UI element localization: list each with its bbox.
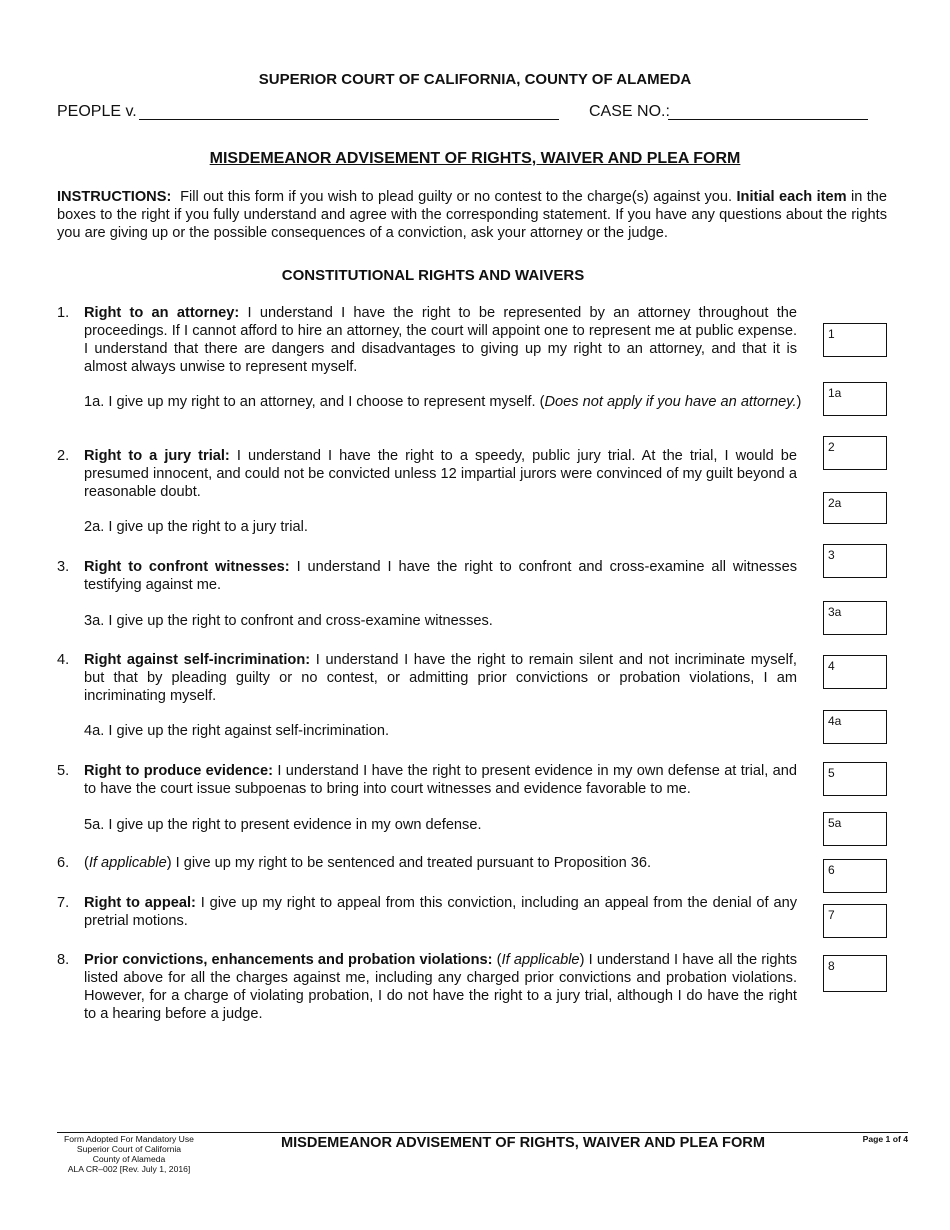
footer-left-line-1: Form Adopted For Mandatory Use: [64, 1134, 194, 1144]
court-name: SUPERIOR COURT OF CALIFORNIA, COUNTY OF ALAMEDA: [258, 71, 692, 88]
footer-form-info: [50, 1134, 208, 1174]
item-4a-text: 4a. I give up the right against self-incrimination.: [84, 723, 390, 739]
item-6-body: ) I give up my right to be sentenced and treated pursuant to Proposition 36.: [166, 855, 652, 871]
item-6-italic: If applicable: [88, 855, 167, 871]
item-2-body: I understand I have the right to a speedy, public jury trial. At the trial, I would be presumed innocent, and could not be convicted unless 12 impartial jurors were convinced of my guilt beyond a reasonable doubt.: [84, 448, 797, 500]
initial-box-4a-label: 4a: [828, 714, 842, 728]
item-6-number: 6.: [57, 855, 70, 871]
item-2-text: [84, 447, 797, 501]
item-1-body: I understand I have the right to be represented by an attorney throughout the proceedings. If I cannot afford to hire an attorney, the court will appoint one to represent me at public expense. I understand that there are dangers and disadvantages to giving up my right to an attorney, and that it is almost always unwise to represent myself.: [84, 305, 797, 375]
initial-box-4[interactable]: [823, 655, 887, 689]
item-5-body: I understand I have the right to present evidence in my own defense at trial, and to have the court issue subpoenas to bring into court witnesses and evidence favorable to me.: [84, 763, 797, 797]
footer-rule: [57, 1132, 908, 1133]
initial-box-2-label: 2: [828, 440, 835, 454]
item-8-open: (: [496, 952, 502, 968]
initial-box-2a-label: 2a: [828, 496, 842, 510]
item-5a-text: 5a. I give up the right to present evidence in my own defense.: [84, 817, 482, 833]
initial-box-1a[interactable]: [823, 382, 887, 416]
initial-box-7[interactable]: [823, 904, 887, 938]
item-5-number: 5.: [57, 763, 70, 779]
initial-box-6[interactable]: [823, 859, 887, 893]
item-2-number: 2.: [57, 448, 70, 464]
initial-box-6-label: 6: [828, 863, 835, 877]
initial-box-3a[interactable]: [823, 601, 887, 635]
case-number-field[interactable]: [668, 119, 868, 120]
item-1a-text: [84, 393, 825, 411]
item-2a-text: 2a. I give up the right to a jury trial.: [84, 519, 308, 535]
item-8-body: ) I understand I have all the rights listed above for all the charges against me, including any charged prior convictions and probation violations. However, for a charge of violating probation, I do not have the right to a jury trial, although I do have the right to a hearing before a judge.: [84, 952, 797, 1022]
initial-box-1a-label: 1a: [828, 386, 842, 400]
item-4-label: Right against self-incrimination:: [84, 652, 311, 668]
section-title: CONSTITUTIONAL RIGHTS AND WAIVERS: [281, 267, 585, 284]
item-7-number: 7.: [57, 895, 70, 911]
item-4-number: 4.: [57, 652, 70, 668]
initial-box-5-label: 5: [828, 766, 835, 780]
footer-left-line-4: ALA CR–002 [Rev. July 1, 2016]: [67, 1164, 191, 1174]
item-5-label: Right to produce evidence:: [84, 763, 274, 779]
initial-box-5a-label: 5a: [828, 816, 842, 830]
instructions-bold: Initial each item: [736, 189, 847, 205]
page-number: Page 1 of 4: [862, 1134, 908, 1144]
item-8-number: 8.: [57, 952, 70, 968]
instructions-text-1: Fill out this form if you wish to plead guilty or no contest to the charge(s) against you.: [180, 189, 733, 205]
form-title: MISDEMEANOR ADVISEMENT OF RIGHTS, WAIVER AND PLEA FORM: [209, 150, 741, 167]
item-2-label: Right to a jury trial:: [84, 448, 230, 464]
item-1a-italic: Does not apply if you have an attorney.: [544, 394, 797, 410]
people-name-field[interactable]: [139, 119, 559, 120]
initial-box-4a[interactable]: [823, 710, 887, 744]
case-number-label: CASE NO.:: [589, 103, 670, 120]
initial-box-5[interactable]: [823, 762, 887, 796]
item-1a-close: ): [796, 394, 802, 410]
item-3-label: Right to confront witnesses:: [84, 559, 290, 575]
item-8-label: Prior convictions, enhancements and probation violations:: [84, 952, 493, 968]
instructions-label: INSTRUCTIONS:: [57, 189, 172, 205]
item-7-label: Right to appeal:: [84, 895, 196, 911]
item-7-text: [84, 894, 797, 930]
initial-box-8-label: 8: [828, 959, 835, 973]
initial-box-1[interactable]: [823, 323, 887, 357]
item-5-text: [84, 762, 797, 798]
item-3a-text: 3a. I give up the right to confront and cross-examine witnesses.: [84, 613, 493, 629]
item-3-number: 3.: [57, 559, 70, 575]
initial-box-1-label: 1: [828, 327, 835, 341]
item-6-text: [84, 854, 797, 872]
instructions: [57, 188, 887, 242]
initial-box-4-label: 4: [828, 659, 835, 673]
initial-box-3[interactable]: [823, 544, 887, 578]
item-6-open: (: [84, 855, 89, 871]
item-4-body: I understand I have the right to remain silent and not incriminate myself, but that by pleading guilty or no contest, or admitting prior convictions or probation violations, I am incriminating myself.: [84, 652, 797, 704]
footer-left-line-2: Superior Court of California: [76, 1144, 182, 1154]
initial-box-2[interactable]: [823, 436, 887, 470]
item-1a-body: 1a. I give up my right to an attorney, and I choose to represent myself. (: [84, 394, 545, 410]
initial-box-5a[interactable]: [823, 812, 887, 846]
item-3-text: [84, 558, 797, 594]
item-1-label: Right to an attorney:: [84, 305, 240, 321]
item-1-number: 1.: [57, 305, 70, 321]
item-8-italic: If applicable: [501, 952, 580, 968]
item-7-body: I give up my right to appeal from this conviction, including an appeal from the denial of any pretrial motions.: [84, 895, 797, 929]
item-8-text: [84, 951, 797, 1023]
initial-box-8[interactable]: [823, 955, 887, 992]
initial-box-7-label: 7: [828, 908, 835, 922]
people-label: PEOPLE v.: [57, 103, 137, 120]
footer-title: MISDEMEANOR ADVISEMENT OF RIGHTS, WAIVER AND PLEA FORM: [280, 1135, 766, 1151]
item-3-body: I understand I have the right to confront and cross-examine all witnesses testifying against me.: [84, 559, 798, 593]
item-1-text: [84, 304, 797, 376]
initial-box-2a[interactable]: [823, 492, 887, 524]
initial-box-3-label: 3: [828, 548, 835, 562]
initial-box-3a-label: 3a: [828, 605, 842, 619]
item-4-text: [84, 651, 797, 705]
footer-left-line-3: County of Alameda: [92, 1154, 166, 1164]
instructions-text-2: in the boxes to the right if you fully understand and agree with the corresponding statement. If you have any questions about the rights you are giving up or the possible consequences of a conviction, ask your attorney or the judge.: [57, 189, 887, 241]
